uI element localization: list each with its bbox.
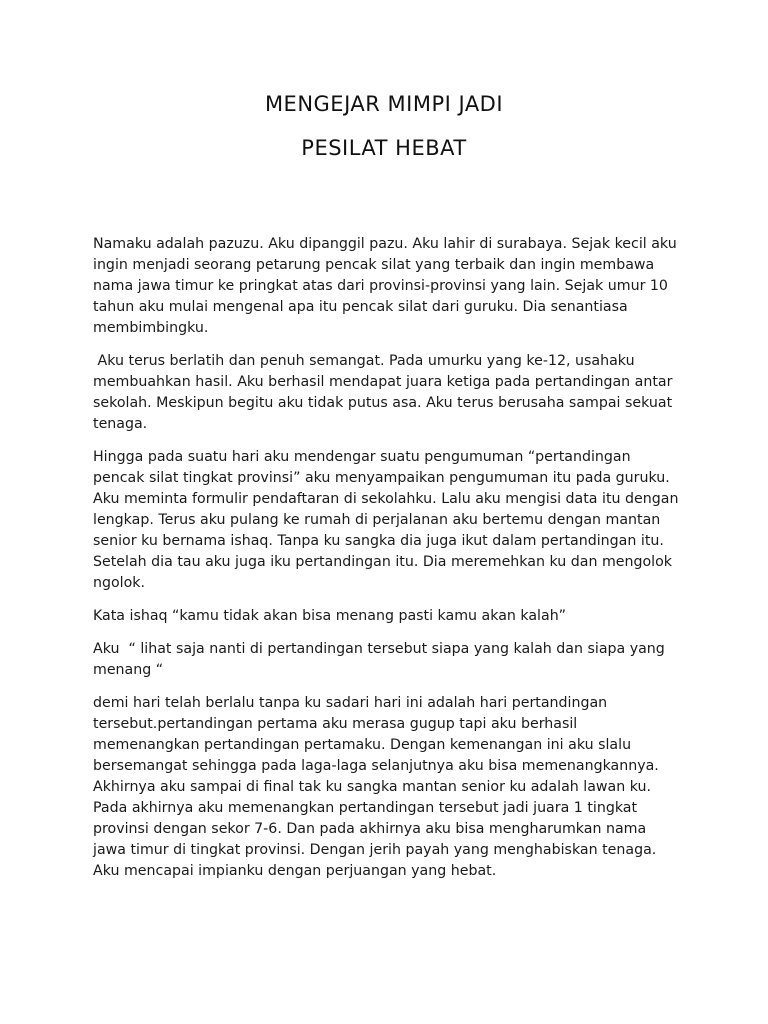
paragraph-5: Aku “ lihat saja nanti di pertandingan tersebut siapa yang kalah dan siapa yang menang “	[93, 641, 670, 678]
paragraph-2: Aku terus berlatih dan penuh semangat. Pada umurku yang ke-12, usahaku membuahkan hasil. Aku berhasil mendapat juara ketiga pada pertandingan antar sekolah. Meskipun begitu aku tidak putus asa. Aku terus berusaha sampai sekuat tenaga.	[93, 353, 677, 432]
paragraph-6: demi hari telah berlalu tanpa ku sadari hari ini adalah hari pertandingan tersebut.pertandingan pertama aku merasa gugup tapi aku berhasil memenangkan pertandingan pertamaku. Dengan kemenangan ini aku slalu bersemangat sehingga pada laga-laga selanjutnya aku bisa memenangkannya. Akhirnya aku sampai di final tak ku sangka mantan senior ku adalah lawan ku. Pada akhirnya aku memenangkan pertandingan tersebut jadi juara 1 tingkat provinsi dengan sekor 7-6. Dan pada akhirnya aku bisa mengharumkan nama jawa timur di tingkat provinsi. Dengan jerih payah yang menghabiskan tenaga. Aku mencapai impianku dengan perjuangan yang hebat.	[93, 695, 659, 879]
document-body	[93, 234, 683, 894]
document-title-line-2: PESILAT HEBAT	[301, 136, 467, 160]
paragraph-1: Namaku adalah pazuzu. Aku dipanggil pazu. Aku lahir di surabaya. Sejak kecil aku ingin menjadi seorang petarung pencak silat yang terbaik dan ingin membawa nama jawa timur ke pringkat atas dari provinsi-provinsi yang lain. Sejak umur 10 tahun aku mulai mengenal apa itu pencak silat dari guruku. Dia senantiasa membimbingku.	[93, 236, 677, 336]
document-title-line-1: MENGEJAR MIMPI JADI	[264, 92, 504, 116]
paragraph-3: Hingga pada suatu hari aku mendengar suatu pengumuman “pertandingan pencak silat tingkat provinsi” aku menyampaikan pengumuman itu pada guruku. Aku meminta formulir pendaftaran di sekolahku. Lalu aku mengisi data itu dengan lengkap. Terus aku pulang ke rumah di perjalanan aku bertemu dengan mantan senior ku bernama ishaq. Tanpa ku sangka dia juga ikut dalam pertandingan itu. Setelah dia tau aku juga iku pertandingan itu. Dia meremehkan ku dan mengolok ngolok.	[93, 449, 679, 591]
paragraph-4: Kata ishaq “kamu tidak akan bisa menang pasti kamu akan kalah”	[93, 608, 567, 624]
